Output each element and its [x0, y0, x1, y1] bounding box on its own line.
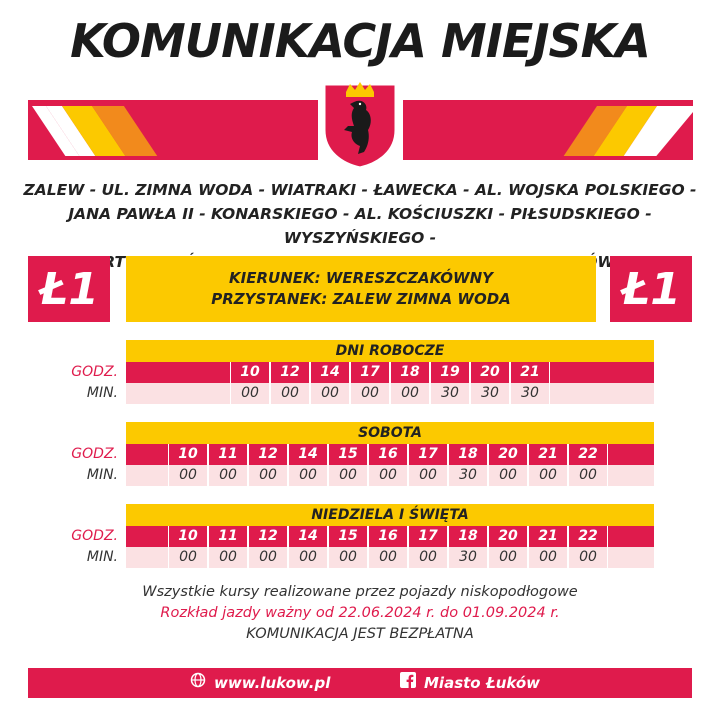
minute-cell: 00 — [390, 383, 430, 404]
minute-cell: 00 — [168, 465, 208, 486]
minutes-row — [126, 547, 654, 568]
hour-cell: 18 — [448, 526, 488, 547]
hour-cell: 17 — [408, 444, 448, 465]
facebook-text: Miasto Łuków — [424, 674, 541, 692]
timetable-title: DNI ROBOCZE — [126, 340, 654, 362]
website-text: www.lukow.pl — [214, 674, 331, 692]
hour-cell: 19 — [430, 362, 470, 383]
hour-cell: 18 — [390, 362, 430, 383]
hour-label: GODZ. — [71, 446, 118, 462]
minute-cell: 00 — [328, 547, 368, 568]
minute-cell: 00 — [310, 383, 350, 404]
bottom-bar — [28, 668, 692, 698]
timetable-title: NIEDZIELA I ŚWIĘTA — [126, 504, 654, 526]
hour-cell: 21 — [510, 362, 550, 383]
free-transport-note: KOMUNIKACJA JEST BEZPŁATNA — [246, 626, 474, 642]
hour-cell: 10 — [168, 444, 208, 465]
hour-cell: 14 — [288, 444, 328, 465]
minute-label: MIN. — [86, 549, 118, 565]
facebook-link[interactable] — [400, 668, 540, 698]
minute-cell: 30 — [510, 383, 550, 404]
line-badge-right: Ł1 — [610, 256, 692, 322]
minute-cell: 00 — [288, 465, 328, 486]
page-title: KOMUNIKACJA MIEJSKA — [70, 14, 650, 68]
minute-cell: 00 — [488, 465, 528, 486]
hour-cell: 21 — [528, 526, 568, 547]
minute-cell: 30 — [448, 547, 488, 568]
globe-icon — [190, 668, 206, 698]
timetable-title: SOBOTA — [126, 422, 654, 444]
hour-cell: 16 — [368, 526, 408, 547]
route-line-2: JANA PAWŁA II - KONARSKIEGO - AL. KOŚCIUSZKI - PIŁSUDSKIEGO - WYSZYŃSKIEGO - — [68, 205, 652, 247]
decorative-stripes-right — [403, 100, 693, 160]
hour-cell: 18 — [448, 444, 488, 465]
hour-cell: 20 — [470, 362, 510, 383]
hour-cell: 11 — [208, 526, 248, 547]
minute-cell: 00 — [328, 465, 368, 486]
minute-cell: 00 — [368, 465, 408, 486]
hours-row — [126, 526, 654, 547]
hour-cell: 17 — [350, 362, 390, 383]
hour-cell: 16 — [368, 444, 408, 465]
hour-cell: 14 — [288, 526, 328, 547]
minute-label: MIN. — [86, 385, 118, 401]
hour-label: GODZ. — [71, 364, 118, 380]
minute-cell: 00 — [528, 547, 568, 568]
minute-cell: 30 — [430, 383, 470, 404]
minute-cell: 00 — [248, 547, 288, 568]
hour-cell: 11 — [208, 444, 248, 465]
hour-cell: 10 — [168, 526, 208, 547]
minute-cell: 00 — [488, 547, 528, 568]
stop-text: PRZYSTANEK: ZALEW ZIMNA WODA — [211, 290, 511, 308]
hour-cell: 15 — [328, 526, 368, 547]
minute-cell: 00 — [408, 465, 448, 486]
footer-note: Wszystkie kursy realizowane przez pojazdy niskopodłogowe — [142, 584, 578, 600]
hours-row — [126, 362, 654, 383]
minutes-row — [126, 465, 654, 486]
hour-cell: 12 — [248, 526, 288, 547]
minute-cell: 00 — [248, 465, 288, 486]
minute-label: MIN. — [86, 467, 118, 483]
hour-cell: 22 — [568, 444, 608, 465]
hour-cell: 12 — [248, 444, 288, 465]
hour-cell: 14 — [310, 362, 350, 383]
hour-cell: 10 — [230, 362, 270, 383]
hour-cell: 20 — [488, 526, 528, 547]
route-line-1: ZALEW - UL. ZIMNA WODA - WIATRAKI - ŁAWECKA - AL. WOJSKA POLSKIEGO - — [23, 181, 697, 199]
minute-cell: 00 — [368, 547, 408, 568]
minute-cell: 30 — [448, 465, 488, 486]
hour-cell: 12 — [270, 362, 310, 383]
hours-row — [126, 444, 654, 465]
minute-cell: 00 — [230, 383, 270, 404]
minutes-row — [126, 383, 654, 404]
hour-label: GODZ. — [71, 528, 118, 544]
minute-cell: 00 — [270, 383, 310, 404]
minute-cell: 00 — [568, 465, 608, 486]
validity-note: Rozkład jazdy ważny od 22.06.2024 r. do 01.09.2024 r. — [160, 605, 560, 621]
website-link[interactable] — [190, 668, 330, 698]
minute-cell: 00 — [408, 547, 448, 568]
minute-cell: 00 — [568, 547, 608, 568]
direction-text: KIERUNEK: WERESZCZAKÓWNY — [229, 269, 493, 287]
coat-of-arms-icon — [320, 80, 400, 170]
minute-cell: 00 — [208, 465, 248, 486]
decorative-stripes-left — [28, 100, 318, 160]
hour-cell: 15 — [328, 444, 368, 465]
minute-cell: 00 — [288, 547, 328, 568]
hour-cell: 21 — [528, 444, 568, 465]
minute-cell: 00 — [168, 547, 208, 568]
hour-cell: 22 — [568, 526, 608, 547]
direction-box — [126, 256, 596, 322]
line-badge-left: Ł1 — [28, 256, 110, 322]
hour-cell: 17 — [408, 526, 448, 547]
hour-cell: 20 — [488, 444, 528, 465]
minute-cell: 00 — [528, 465, 568, 486]
minute-cell: 00 — [208, 547, 248, 568]
minute-cell: 30 — [470, 383, 510, 404]
minute-cell: 00 — [350, 383, 390, 404]
facebook-icon — [400, 668, 416, 698]
